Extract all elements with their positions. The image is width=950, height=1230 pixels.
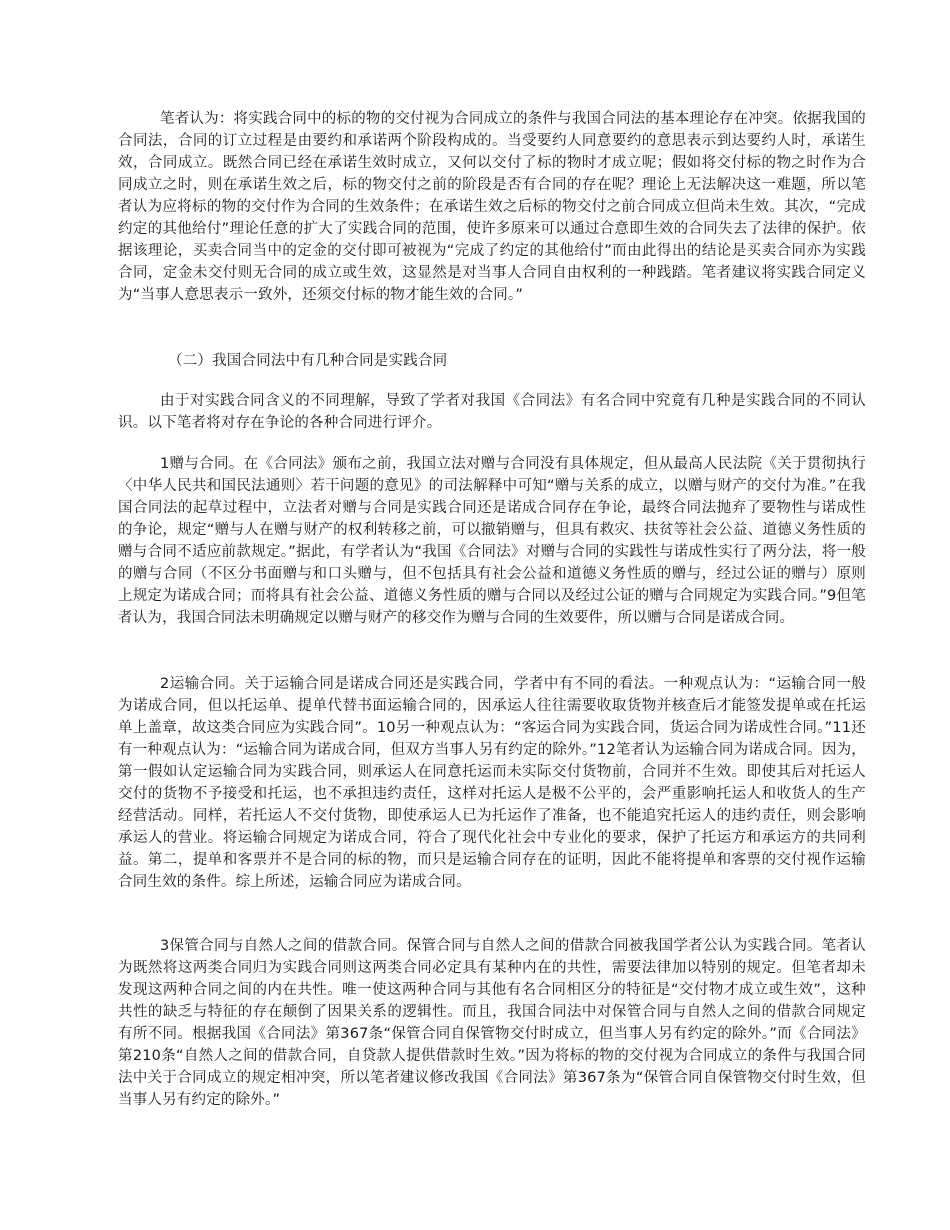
paragraph-theory-conflict: 笔者认为：将实践合同中的标的物的交付视为合同成立的条件与我国合同法的基本理论存在冲突。依据我国的合同法，合同的订立过程是由要约和承诺两个阶段构成的。当受要约人同意要约的意思表示到达要约人时，承诺生效，合同成立。既然合同已经在承诺生效时成立，又何以交付了标的物时才成立呢；假如将交付标的物之时作为合同成立之时，则在承诺生效之后，标的物交付之前的阶段是否有合同的存在呢？理论上无法解决这一难题，所以笔者认为应将标的物的交付作为合同的生效条件；在承诺生效之后标的物交付之前合同成立但尚未生效。其次，“完成约定的其他给付”理论任意的扩大了实践合同的范围，使许多原来可以通过合意即生效的合同失去了法律的保护。依据该理论，买卖合同当中的定金的交付即可被视为“完成了约定的其他给付”而由此得出的结论是买卖合同亦为实践合同，定金未交付则无合同的成立或生效，这显然是对当事人合同自由权利的一种践踏。笔者建议将实践合同定义为“当事人意思表示一致外，还须交付标的物才能生效的合同。” (118, 111, 866, 303)
paragraph-custody-loan-contract: 3保管合同与自然人之间的借款合同。保管合同与自然人之间的借款合同被我国学者公认为实践合同。笔者认为既然将这两类合同归为实践合同则这两类合同必定具有某种内在的共性，需要法律加以特别的规定。但笔者却未发现这两种合同之间的内在共性。唯一使这两种合同与其他有名合同相区分的特征是“交付物才成立或生效”，这种共性的缺乏与特征的存在颠倒了因果关系的逻辑性。而且，我国合同法中对保管合同与自然人之间的借款合同规定有所不同。根据我国《合同法》第367条“保管合同自保管物交付时成立，但当事人另有约定的除外。”而《合同法》第210条“自然人之间的借款合同，自贷款人提供借款时生效。”因为将标的物的交付视为合同成立的条件与我国合同法中关于合同成立的规定相冲突，所以笔者建议修改我国《合同法》第367条为“保管合同自保管物交付时生效，但当事人另有约定的除外。” (118, 938, 866, 1108)
paragraph-transport-contract: 2运输合同。关于运输合同是诺成合同还是实践合同，学者中有不同的看法。一种观点认为：“运输合同一般为诺成合同，但以托运单、提单代替书面运输合同的，因承运人往往需要收取货物并核查后才能签发提单或在托运单上盖章，故这类合同应为实践合同”。10另一种观点认为：“客运合同为实践合同，货运合同为诺成性合同。”11还有一种观点认为：“运输合同为诺成合同，但双方当事人另有约定的除外。”12笔者认为运输合同为诺成合同。因为，第一假如认定运输合同为实践合同，则承运人在同意托运而未实际交付货物前，合同并不生效。即使其后对托运人交付的货物不予接受和托运，也不承担违约责任，这样对托运人是极不公平的，会严重影响托运人和收货人的生产经营活动。同样，若托运人不交付货物，即使承运人已为托运作了准备，也不能追究托运人的违约责任，则会影响承运人的营业。将运输合同规定为诺成合同，符合了现代化社会中专业化的要求，保护了托运方和承运方的共同利益。第二，提单和客票并不是合同的标的物，而只是运输合同存在的证明，因此不能将提单和客票的交付视作运输合同生效的条件。综上所述，运输合同应为诺成合同。 (118, 676, 866, 890)
text-block-4 (118, 453, 866, 629)
text-block-2 (118, 350, 866, 372)
text-block-1 (118, 108, 866, 306)
text-block-3 (118, 390, 866, 434)
paragraph-intro: 由于对实践合同含义的不同理解，导致了学者对我国《合同法》有名合同中究竟有几种是实践合同的不同认识。以下笔者将对存在争论的各种合同进行评介。 (118, 393, 866, 431)
section-heading: （二）我国合同法中有几种合同是实践合同 (168, 353, 448, 369)
paragraph-gift-contract: 1赠与合同。在《合同法》颁布之前，我国立法对赠与合同没有具体规定，但从最高人民法院《关于贯彻执行〈中华人民共和国民法通则〉若干问题的意见》的司法解释中可知“赠与关系的成立，以赠与财产的交付为准。”在我国合同法的起草过程中，立法者对赠与合同是实践合同还是诺成合同存在争论，最终合同法抛弃了要物性与诺成性的争论，规定“赠与人在赠与财产的权利转移之前，可以撤销赠与，但具有救灾、扶贫等社会公益、道德义务性质的赠与合同不适应前款规定。”据此，有学者认为“我国《合同法》对赠与合同的实践性与诺成性实行了两分法，将一般的赠与合同（不区分书面赠与和口头赠与，但不包括具有社会公益和道德义务性质的赠与，经过公证的赠与）原则上规定为诺成合同；而将具有社会公益、道德义务性质的赠与合同以及经过公证的赠与合同规定为实践合同。”9但笔者认为，我国合同法未明确规定以赠与财产的移交作为赠与合同的生效要件，所以赠与合同是诺成合同。 (118, 456, 866, 626)
text-block-6 (118, 935, 866, 1111)
text-block-5 (118, 673, 866, 893)
